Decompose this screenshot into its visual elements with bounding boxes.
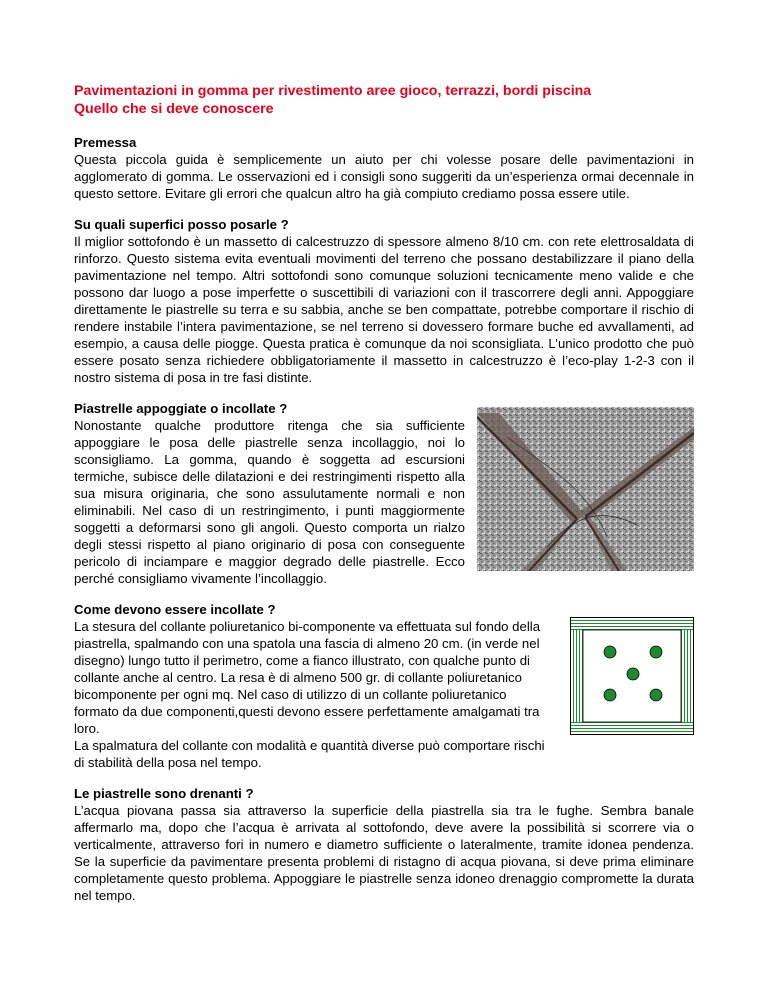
section-body: Questa piccola guida è semplicemente un aiuto per chi volesse posare delle pavimentazioni in agglomerato di gomma. Le osservazioni ed i consigli sono suggeriti da un’esperienza ormai decennale in questo settore. Evitare gli errori che qualcun altro ha già compiuto crediamo possa essere utile. — [74, 152, 694, 201]
section-heading: Su quali superfici posso posarle ? — [74, 217, 289, 232]
section-heading: Premessa — [74, 135, 137, 150]
glue-dot — [650, 689, 662, 701]
glue-band-right — [681, 630, 693, 722]
title-line-1: Pavimentazioni in gomma per rivestimento aree gioco, terrazzi, bordi piscina — [74, 83, 592, 99]
section-drenaggio — [74, 785, 694, 904]
section-heading: Come devono essere incollate ? — [74, 602, 276, 617]
glue-band-top — [571, 618, 693, 630]
glue-pattern-diagram — [570, 617, 694, 735]
section-body: Nonostante qualche produttore ritenga che sia sufficiente appoggiare le posa delle piastrelle senza incollaggio, noi lo sconsigliamo. La gomma, quando è soggetta ad escursioni termiche, subisce delle dilatazioni e dei restringimenti rispetto alla sua misura originaria, che sono assulutamente normali e non eliminabili. Nel caso di un restringimento, i punti maggiormente soggetti a deformarsi sono gli angoli. Questo comporta un rialzo degli stessi rispetto al piano originario di posa con conseguente pericolo di inciampare e maggior degrado delle piastrelle. Ecco perché consigliamo vivamente l’incollaggio. — [74, 418, 465, 586]
section-heading: Le piastrelle sono drenanti ? — [74, 786, 254, 801]
glue-dot — [650, 646, 662, 658]
title-line-2: Quello che si deve conoscere — [74, 101, 274, 117]
glue-dot — [627, 668, 639, 680]
section-premessa — [74, 134, 694, 202]
glue-band-bottom — [571, 722, 693, 734]
tile-corner-photo — [477, 407, 694, 571]
glue-band-left — [571, 630, 583, 722]
document-page — [74, 82, 694, 904]
section-incollaggio — [74, 400, 694, 587]
section-heading: Piastrelle appoggiate o incollate ? — [74, 401, 288, 416]
section-body: Il miglior sottofondo è un massetto di calcestruzzo di spessore almeno 8/10 cm. con rete elettrosaldata di rinforzo. Questo sistema evita eventuali movimenti del terreno che possano destabilizzare il piano della pavimentazione nel tempo. Altri sottofondi sono comunque soluzioni tecnicamente meno valide e che possono dar luogo a pose imperfette o suscettibili di variazioni con il trascorrere degli anni. Appoggiare direttamente le piastrelle su terra e su sabbia, anche se ben compattate, potrebbe comportare il rischio di rendere instabile l’intera pavimentazione, se nel terreno si dovessero formare buche ed avvallamenti, ad esempio, a causa delle piogge. Questa pratica è comunque da noi sconsigliata. L’unico prodotto che può essere posato senza richiedere obbligatoriamente il massetto in calcestruzzo è l’eco-play 1-2-3 con il nostro sistema di posa in tre fasi distinte. — [74, 234, 694, 385]
section-body: L’acqua piovana passa sia attraverso la superficie della piastrella sia tra le fughe. Sembra banale affermarlo ma, dopo che l’acqua è arrivata al sottofondo, deve avere la possibilità si scorrere via o verticalmente, attraverso fori in numero e diametro sufficiente o lateralmente, tramite idonea pendenza. Se la superficie da pavimentare presenta problemi di ristagno di acqua piovana, si deve prima eliminare completamente questo problema. Appoggiare le piastrelle senza idoneo drenaggio compromette la durata nel tempo. — [74, 803, 694, 903]
glue-dot — [604, 689, 616, 701]
section-modalita-incollaggio — [74, 601, 694, 771]
section-body: La stesura del collante poliuretanico bi-componente va effettuata sul fondo della piastrella, spalmando con una spatola una fascia di almeno 20 cm. (in verde nel disegno) lungo tutto il perimetro, come a fianco illustrato, con qualche punto di collante anche al centro. La resa è di almeno 500 gr. di collante poliuretanico bicomponente per ogni mq. Nel caso di utilizzo di un collante poliuretanico formato da due componenti,questi devono essere perfettamente amalgamati tra loro. — [74, 619, 541, 736]
document-title — [74, 82, 694, 118]
section-superfici — [74, 216, 694, 386]
glue-dot — [604, 646, 616, 658]
section-body-2: La spalmatura del collante con modalità e quantità diverse può comportare rischi di stabilità della posa nel tempo. — [74, 738, 545, 770]
